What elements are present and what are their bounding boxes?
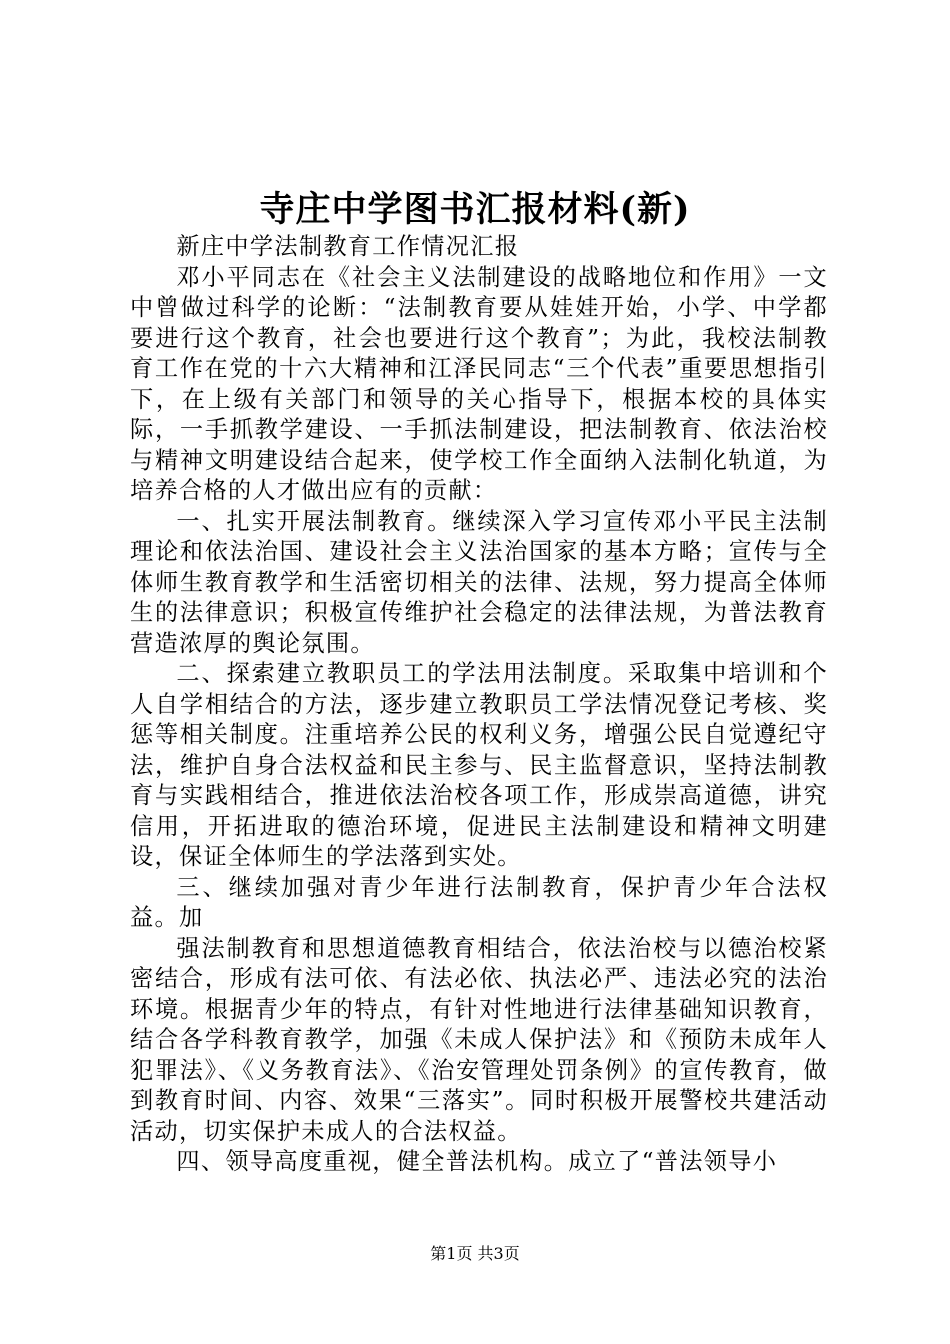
page-footer: 第1页 共3页 xyxy=(430,1244,520,1263)
body-paragraph: 四、领导高度重视，健全普法机构。成立了“普法领导小 xyxy=(176,1148,778,1175)
body-paragraph: 三、继续加强对青少年进行法制教育，保护青少年合法权益。加 xyxy=(130,873,828,931)
document-body xyxy=(130,232,828,1178)
body-paragraph: 一、扎实开展法制教育。继续深入学习宣传邓小平民主法制理论和依法治国、建设社会主义法治国家的基本方略；宣传与全体师生教育教学和生活密切相关的法律、法规，努力提高全体师生的法律意识；积极宣传维护社会稳定的法律法规，为普法教育营造浓厚的舆论氛围。 xyxy=(130,507,828,657)
document-title: 寺庄中学图书汇报材料(新) xyxy=(259,189,691,230)
subtitle-paragraph: 新庄中学法制教育工作情况汇报 xyxy=(176,233,520,260)
body-paragraph: 二、探索建立教职员工的学法用法制度。采取集中培训和个人自学相结合的方法，逐步建立教职员工学法情况登记考核、奖惩等相关制度。注重培养公民的权利义务，增强公民自觉遵纪守法，维护自身合法权益和民主参与、民主监督意识，坚持法制教育与实践相结合，推进依法治校各项工作，形成崇高道德，讲究信用，开拓进取的德治环境，促进民主法制建设和精神文明建设，保证全体师生的学法落到实处。 xyxy=(130,660,828,870)
body-paragraph: 邓小平同志在《社会主义法制建设的战略地位和作用》一文中曾做过科学的论断：“法制教育要从娃娃开始，小学、中学都要进行这个教育，社会也要进行这个教育”；为此，我校法制教育工作在党的十六大精神和江泽民同志“三个代表”重要思想指引下，在上级有关部门和领导的关心指导下，根据本校的具体实际，一手抓教学建设、一手抓法制建设，把法制教育、依法治校与精神文明建设结合起来，使学校工作全面纳入法制化轨道，为培养合格的人才做出应有的贡献： xyxy=(130,263,828,504)
body-paragraph: 强法制教育和思想道德教育相结合，依法治校与以德治校紧密结合，形成有法可依、有法必依、执法必严、违法必究的法治环境。根据青少年的特点，有针对性地进行法律基础知识教育，结合各学科教育教学，加强《未成人保护法》和《预防未成年人犯罪法》、《义务教育法》、《治安管理处罚条例》的宣传教育，做到教育时间、内容、效果“三落实”。同时积极开展警校共建活动活动，切实保护未成人的合法权益。 xyxy=(130,934,828,1145)
